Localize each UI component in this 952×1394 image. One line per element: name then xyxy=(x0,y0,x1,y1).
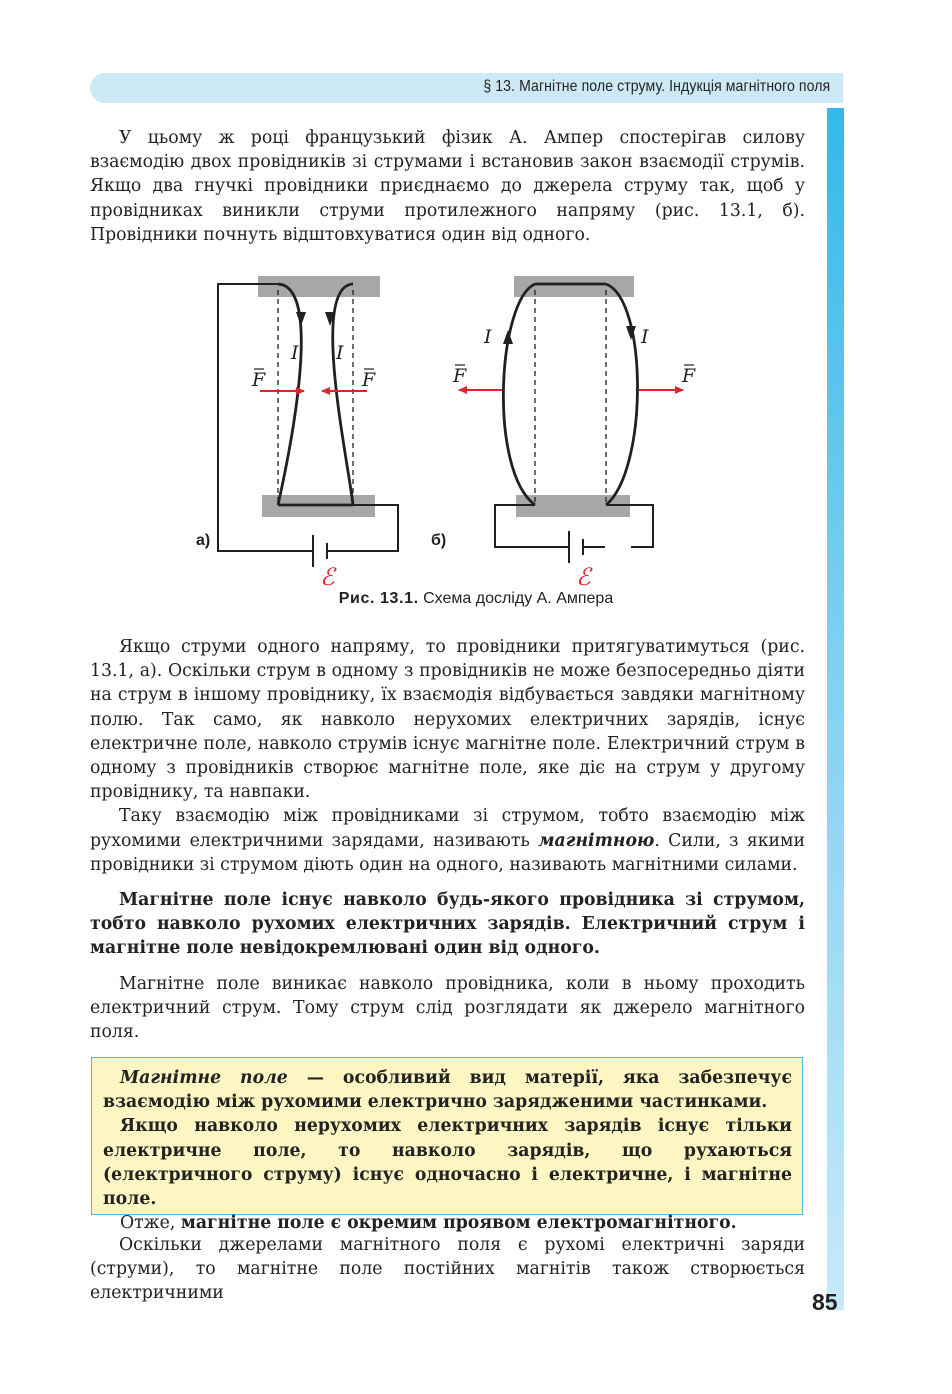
emf-label-b: ℰ xyxy=(576,563,591,588)
side-accent-bar xyxy=(827,108,844,1310)
intro-paragraph: У цьому ж році французький фізик А. Ампер спостерігав силову взаємодію двох провідників зі струмами і встановив закон взаємодії струмів. Якщо два гнучкі провідники приєднаємо до джерела струму так, щоб у провідниках виникли струми протилежного напряму (рис. 13.1, б). Провідники почнуть відштовхуватися один від одного. xyxy=(90,128,805,245)
definition-box xyxy=(91,1057,803,1234)
current-label-a2: I xyxy=(336,342,344,364)
right-conductor xyxy=(333,284,353,505)
body-text xyxy=(90,635,805,877)
current-arrow-left xyxy=(503,330,513,344)
intro-text xyxy=(90,126,805,247)
definition-paragraph-1 xyxy=(103,1066,792,1114)
current-arrow-left xyxy=(296,312,306,326)
caption-number: Рис. 13.1. xyxy=(338,590,419,607)
current-label-b1: I xyxy=(484,326,492,348)
force-label-b2: F xyxy=(682,365,696,387)
key-statement xyxy=(90,888,805,961)
label-b: б) xyxy=(431,532,447,549)
conclusion-lead: Отже, xyxy=(120,1213,181,1234)
current-label-a1: I xyxy=(291,342,299,364)
conclusion-text: магнітне поле є окремим проявом електромагнітного. xyxy=(180,1213,737,1234)
force-label-a2: F xyxy=(362,369,376,391)
right-conductor xyxy=(606,284,638,505)
section-title: § 13. Магнітне поле струму. Індукція магнітного поля xyxy=(483,78,830,95)
magnetic-term: магнітною xyxy=(538,830,655,851)
caption-text: Схема досліду А. Ампера xyxy=(423,590,614,607)
current-label-b2: I xyxy=(641,326,649,348)
body-paragraph-1: Якщо струми одного напряму, то провідники притягуватимуться (рис. 13.1, а). Оскільки струм в одному з провідників не може безпосередньо діяти на струм в іншому провіднику, їх взаємодія відбувається завдяки магнітному полю. Так само, як навколо нерухомих електричних зарядів, існує електричне поле, навколо струмів існує магнітне поле. Електричний струм в одному з провідників створює магнітне поле, яке діє на струм у другому провіднику, та навпаки. xyxy=(90,637,805,803)
source-paragraph-block xyxy=(90,972,805,1045)
p2-text-after: . Сили, з якими провідники зі струмом діють один на одного, називають магнітними силами. xyxy=(90,830,806,875)
definition-paragraph-3 xyxy=(103,1211,792,1235)
definition-paragraph-2: Якщо навколо нерухомих електричних зарядів існує тільки електричне поле, то навколо зарядів, що рухаються (електричного струму) існує одночасно і електричне, і магнітне поле. xyxy=(103,1116,792,1210)
closing-text xyxy=(90,1233,805,1306)
emf-label-a: ℰ xyxy=(320,563,335,588)
force-label-a1: F xyxy=(252,369,266,391)
left-conductor xyxy=(503,284,535,505)
definition-term: Магнітне поле xyxy=(120,1068,288,1088)
diagram-b xyxy=(431,276,696,588)
p2-text-before: Таку взаємодію між провідниками зі струмом, тобто взаємодію між рухомими електричними зарядами, називають xyxy=(90,806,805,851)
page-number: 85 xyxy=(812,1289,838,1315)
left-conductor xyxy=(278,284,301,505)
definition-text: — особливий вид матерії, яка забезпечує взаємодію між рухомими електрично зарядженими частинками. xyxy=(103,1068,792,1113)
diagram-a xyxy=(196,276,398,588)
key-statement-paragraph: Магнітне поле існує навколо будь-якого провідника зі струмом, тобто навколо рухомих електричних зарядів. Електричний струм і магнітне поле невідокремлювані один від одного. xyxy=(90,890,805,959)
closing-paragraph: Оскільки джерелами магнітного поля є рухомі електричні заряди (струми), то магнітне поле постійних магнітів також створюється електричними xyxy=(90,1235,805,1304)
source-paragraph: Магнітне поле виникає навколо провідника, коли в ньому проходить електричний струм. Тому струм слід розглядати як джерело магнітного поля. xyxy=(90,974,805,1043)
body-paragraph-2 xyxy=(90,804,805,877)
figure-ampere-experiment xyxy=(180,268,720,588)
force-label-b1: F xyxy=(453,365,467,387)
top-plate xyxy=(258,276,380,297)
label-a: а) xyxy=(196,532,211,549)
figure-caption xyxy=(0,590,952,608)
